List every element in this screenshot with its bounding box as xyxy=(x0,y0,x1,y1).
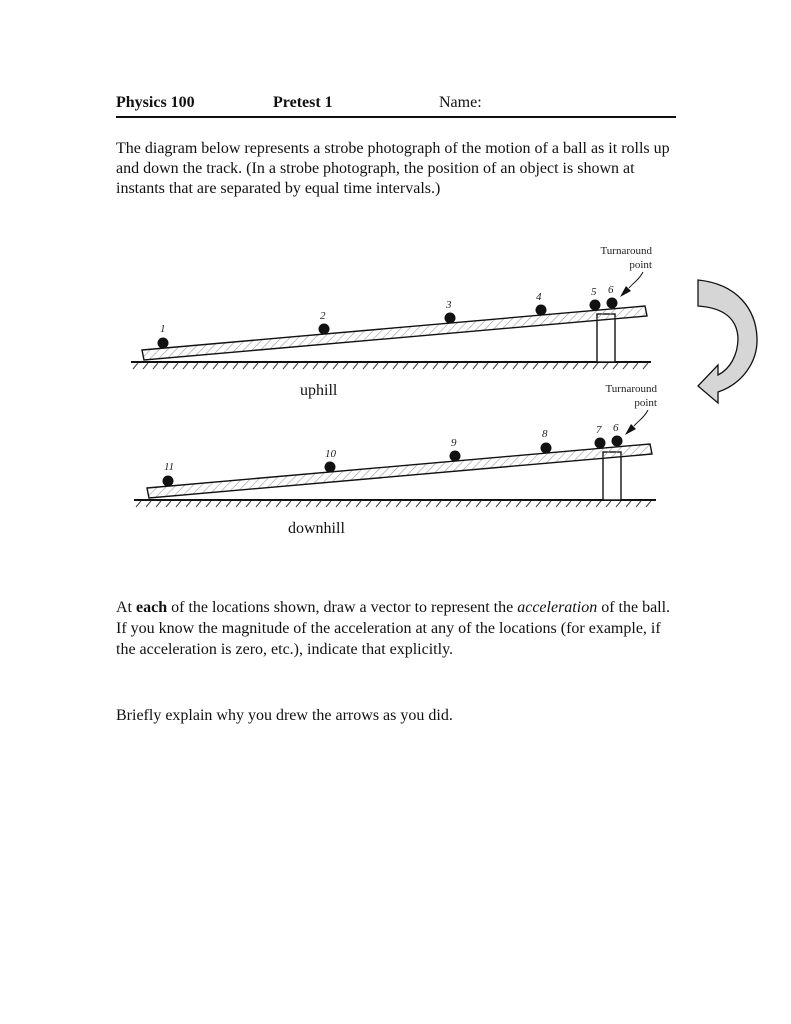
uphill-label-1: 1 xyxy=(160,323,166,335)
downhill-turnaround-pointer xyxy=(634,410,648,426)
uphill-support-post xyxy=(597,314,615,362)
downhill-support-post xyxy=(603,452,621,500)
uphill-turnaround-line1: Turnaround xyxy=(600,245,652,257)
uphill-label-2: 2 xyxy=(320,310,326,322)
intro-paragraph: The diagram below represents a strobe photograph of the motion of a ball as it rolls up and down the track. (In a strobe photograph, the position of an object is shown at instants that are separated by equal time intervals.) xyxy=(116,140,670,197)
uphill-ball-5 xyxy=(590,300,601,311)
question-text-end: of the ball. If you know the magnitude of the acceleration at any of the locations (for example, if the acceleration is zero, etc.), indicate that explicitly. xyxy=(116,599,671,658)
downhill-ball-6 xyxy=(612,436,623,447)
uphill-ball-3 xyxy=(445,313,456,324)
uphill-panel xyxy=(131,245,652,399)
downhill-ball-8 xyxy=(541,443,552,454)
uphill-ball-6 xyxy=(607,298,618,309)
question-bold-word: each xyxy=(136,599,168,616)
test-title: Pretest 1 xyxy=(273,94,333,111)
uphill-ground-hatch xyxy=(133,363,648,369)
downhill-turnaround-line2: point xyxy=(634,397,657,409)
strobe-diagram xyxy=(126,238,766,538)
downhill-panel xyxy=(134,383,657,537)
turnaround-arrow-icon xyxy=(698,280,757,403)
uphill-ball-1 xyxy=(158,338,169,349)
downhill-label-6: 6 xyxy=(613,422,619,434)
explain-prompt: Briefly explain why you drew the arrows as you did. xyxy=(116,707,453,724)
uphill-label-5: 5 xyxy=(591,286,597,298)
uphill-track xyxy=(142,306,647,360)
uphill-ball-4 xyxy=(536,305,547,316)
uphill-turnaround-line2: point xyxy=(629,259,652,271)
question-text-middle: of the locations shown, draw a vector to represent the xyxy=(167,599,518,616)
uphill-label-6: 6 xyxy=(608,284,614,296)
downhill-label-11: 11 xyxy=(164,461,175,473)
downhill-label-7: 7 xyxy=(596,424,602,436)
question-paragraph xyxy=(116,597,676,660)
downhill-ball-7 xyxy=(595,438,606,449)
uphill-caption: uphill xyxy=(300,382,338,399)
uphill-ball-2 xyxy=(319,324,330,335)
downhill-ball-9 xyxy=(450,451,461,462)
uphill-turnaround-pointer xyxy=(629,272,643,288)
downhill-ground-hatch xyxy=(136,501,651,507)
page-header xyxy=(116,94,676,118)
downhill-label-8: 8 xyxy=(542,428,548,440)
downhill-caption: downhill xyxy=(288,520,345,537)
downhill-label-10: 10 xyxy=(325,448,336,460)
uphill-label-4: 4 xyxy=(536,291,542,303)
downhill-label-9: 9 xyxy=(451,437,457,449)
course-title: Physics 100 xyxy=(116,94,195,111)
downhill-ball-10 xyxy=(325,462,336,473)
downhill-ball-11 xyxy=(163,476,174,487)
uphill-label-3: 3 xyxy=(446,299,452,311)
downhill-turnaround-line1: Turnaround xyxy=(605,383,657,395)
downhill-track xyxy=(147,444,652,498)
question-text-start: At xyxy=(116,599,136,616)
question-italic-word: acceleration xyxy=(517,599,598,616)
name-label: Name: xyxy=(439,94,482,111)
